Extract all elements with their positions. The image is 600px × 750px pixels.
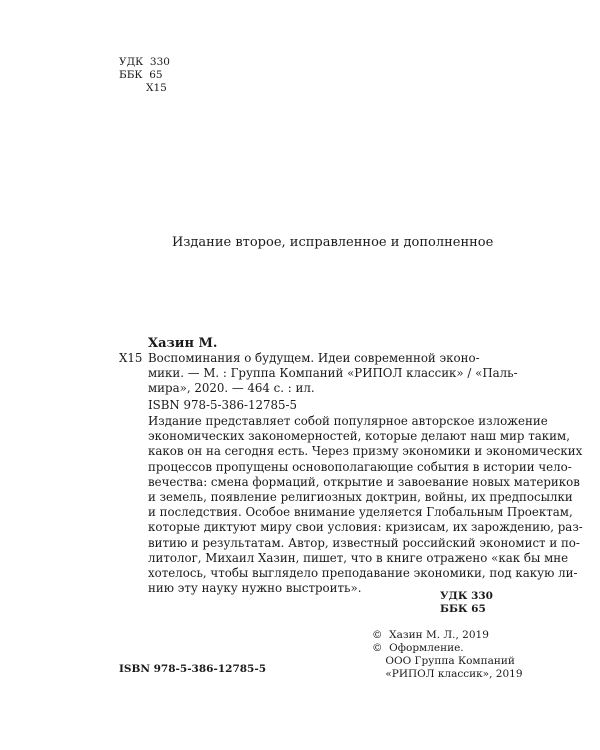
abstract-line: хотелось, чтобы выглядело преподавание экономики, под какую ли- — [148, 566, 578, 581]
copyright-publisher: ООО Группа Компаний — [372, 655, 515, 667]
abstract-line: процессов пропущены основополагающие события в истории чело- — [148, 459, 572, 474]
author-cipher: Х15 — [146, 82, 167, 94]
copyright-publisher-name: «РИПОЛ классик», 2019 — [372, 668, 523, 680]
edition-note: Издание второе, исправленное и дополненное — [172, 235, 494, 250]
abstract-line: нию эту науку нужно выстроить». — [148, 581, 362, 596]
copyright-author: © Хазин М. Л., 2019 — [372, 629, 489, 641]
udk-block-right — [440, 590, 493, 616]
abstract-line: Издание представляет собой популярное авторское изложение — [148, 414, 548, 428]
abstract-line: и последствия. Особое внимание уделяется Глобальным Проектам, — [148, 505, 573, 520]
catalog-title — [148, 351, 518, 397]
abstract-line: и земель, появление религиозных доктрин, войны, их предпосылки — [148, 490, 573, 505]
udk-code: УДК 330 — [119, 56, 170, 68]
abstract-line: экономических закономерностей, которые делают наш мир таким, — [148, 429, 570, 444]
catalog-isbn: ISBN 978-5-386-12785-5 — [148, 398, 297, 412]
abstract-line: которые диктуют миру свои условия: кризисам, их зарождению, раз- — [148, 520, 583, 535]
copyright-block — [372, 629, 523, 681]
title-line: Воспоминания о будущем. Идеи современной эконо- — [148, 351, 480, 365]
udk-code: УДК 330 — [440, 590, 493, 602]
catalog-author: Хазин М. — [148, 336, 218, 351]
abstract-line: вечества: смена формаций, открытие и завоевание новых материков — [148, 474, 580, 489]
abstract-line: литолог, Михаил Хазин, пишет, что в книге отражено «как бы мне — [148, 550, 569, 565]
bbk-code: ББК 65 — [440, 603, 486, 615]
abstract-line: витию и результатам. Автор, известный российский экономист и по- — [148, 535, 580, 550]
copyright-design: © Оформление. — [372, 642, 464, 654]
abstract-line: каков он на сегодня есть. Через призму экономики и экономических — [148, 444, 583, 459]
title-line: мира», 2020. — 464 с. : ил. — [148, 381, 315, 396]
udk-block-top — [119, 56, 170, 95]
catalog-abstract — [148, 414, 583, 596]
isbn-bottom: ISBN 978-5-386-12785-5 — [119, 663, 267, 675]
catalog-cipher: Х15 — [119, 351, 143, 365]
title-line: мики. — М. : Группа Компаний «РИПОЛ классик» / «Паль- — [148, 366, 518, 381]
bbk-code: ББК 65 — [119, 69, 163, 81]
